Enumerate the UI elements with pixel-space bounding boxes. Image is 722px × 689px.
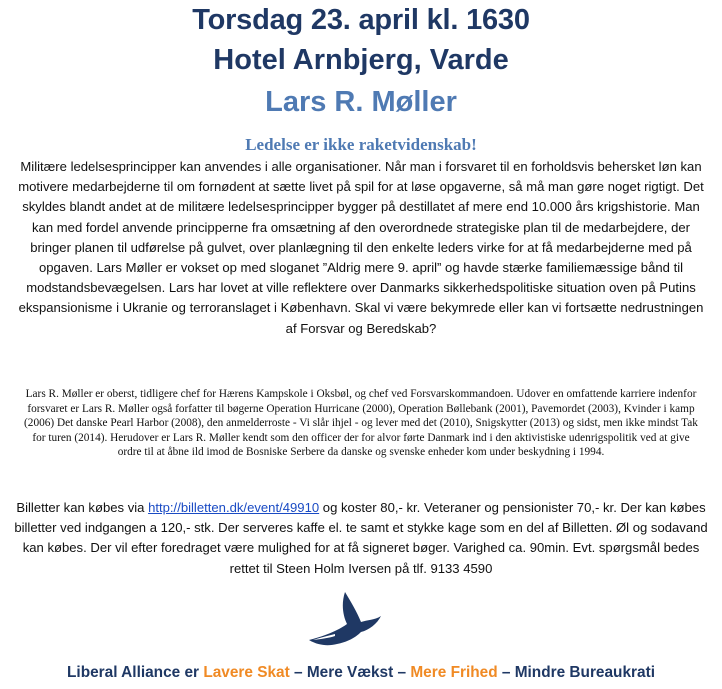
party-slogan — [0, 664, 722, 682]
slogan-part-2: Lavere Skat — [203, 664, 290, 681]
talk-subtitle: Ledelse er ikke raketvidenskab! — [245, 135, 477, 154]
ticket-link[interactable]: http://billetten.dk/event/49910 — [148, 500, 320, 515]
slogan-part-3: – Mere Vækst – — [289, 664, 411, 681]
slogan-part-5: – Mindre Bureaukrati — [497, 664, 655, 681]
ticket-info-paragraph — [14, 498, 708, 579]
speaker-bio-paragraph: Lars R. Møller er oberst, tidligere chef for Hærens Kampskole i Oksbøl, og chef ved Forsvarskommandoen. Udover en omfattende karriere indenfor forsvaret er Lars R. Møller også forfatter til bøgerne Operation Hurricane (2000), Operation Bøllebank (2001), Pavemordet (2003), Kvinder i kamp (2006) Det danske Pearl Harbor (2008), den anmelderroste - Vi slår ihjel - og lever med det (2010), Snigskytter (2013) og sidst, men ikke mindst Tak for turen (2014). Herudover er Lars R. Møller kendt som den officer der for alvor førte Danmark ind i den aktivistiske udenrigspolitik ved at give ordre til at åbne ild imod de Bosniske Serbere da danske og svenske enheder kom under beskydning i 1994. — [24, 388, 698, 459]
event-venue-heading: Hotel Arnbjerg, Varde — [213, 44, 509, 76]
slogan-part-1: Liberal Alliance er — [67, 664, 204, 681]
ticket-text-before-link: Billetter kan købes via — [16, 500, 149, 515]
ticket-text-after-link: og koster 80,- kr. Veteraner og pensionister 70,- kr. Der kan købes billetter ved indgangen a 120,- stk. Der serveres kaffe el. te samt et stykke kage som en del af Billetten. Øl og sodavand kan købes. Der vil efter foredraget være mulighed for at få signeret bøger. Varighed ca. 90min. Evt. spørgsmål bedes rettet til Steen Holm Iversen på tlf. 9133 4590 — [14, 500, 708, 576]
slogan-part-4: Mere Frihed — [410, 664, 498, 681]
event-date-heading: Torsdag 23. april kl. 1630 — [192, 4, 530, 36]
speaker-name-heading: Lars R. Møller — [265, 86, 457, 118]
talk-intro-paragraph: Militære ledelsesprincipper kan anvendes i alle organisationer. Når man i forsvaret til en forholdsvis behersket løn kan motivere medarbejderne til om fornødent at sætte livet på spil for at løse opgaverne, så må man gøre noget rigtigt. Det skyldes blandt andet at de militære ledelsesprincipper bygger på destillatet af mere end 10.000 års krigshistorie. Man kan med fordel anvende principperne fra omsætning af den overordnede strategiske plan til de medarbejdere, der bringer planen til udførelse på gulvet, over planlægning til den enkelte leders virke for at få medarbejderne med på opgaven. Lars Møller er vokset op med sloganet ”Aldrig mere 9. april” og havde stærke familiemæssige bånd til modstandsbevægelsen. Lars har lovet at ville reflektere over Danmarks sikkerhedspolitiske situation oven på Putins ekspansionisme i Ukranie og terroranslaget i København. Skal vi være bekymrede eller kan vi fortsætte nedrustningen af Forsvar og Beredskab? — [18, 159, 704, 336]
swallow-bird-icon — [305, 590, 385, 650]
